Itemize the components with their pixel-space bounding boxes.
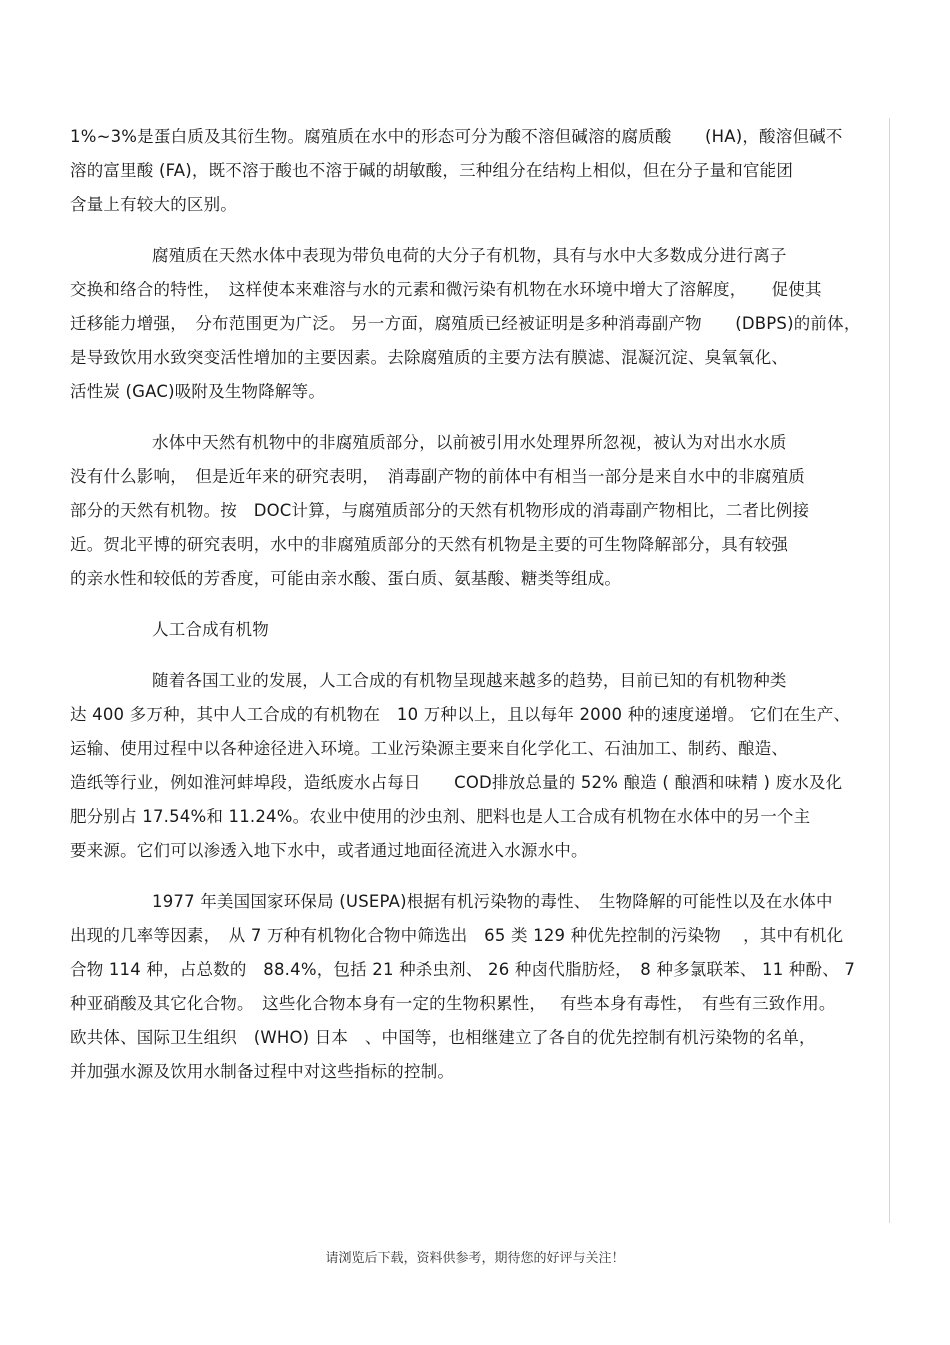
- document-body: [70, 120, 888, 1089]
- text-line: 交换和络合的特性， 这样使本来难溶与水的元素和微污染有机物在水环境中增大了溶解度， 促使其: [70, 280, 822, 299]
- text-line: 达 400 多万种，其中人工合成的有机物在 10 万种以上，且以每年 2000 种的速度递增。 它们在生产、: [70, 705, 851, 724]
- text-line: 是导致饮用水致突变活性增加的主要因素。去除腐殖质的主要方法有膜滤、混凝沉淀、臭氧氧化、: [70, 348, 789, 367]
- text-line: 合物 114 种，占总数的 88.4%，包括 21 种杀虫剂、 26 种卤代脂肪烃， 8 种多氯联苯、 11 种酚、 7: [70, 960, 856, 979]
- text-line: 含量上有较大的区别。: [70, 195, 237, 214]
- text-line: 的亲水性和较低的芳香度，可能由亲水酸、蛋白质、氨基酸、糖类等组成。: [70, 569, 622, 588]
- text-line: 运输、使用过程中以各种途径进入环境。工业污染源主要来自化学化工、石油加工、制药、酿造、: [70, 739, 789, 758]
- paragraph-6: [70, 885, 888, 1089]
- text-line: 肥分别占 17.54%和 11.24%。农业中使用的沙虫剂、肥料也是人工合成有机物在水体中的另一个主: [70, 807, 811, 826]
- text-line: 部分的天然有机物。按 DOC计算，与腐殖质部分的天然有机物形成的消毒副产物相比，二者比例接: [70, 501, 810, 520]
- text-line: 种亚硝酸及其它化合物。 这些化合物本身有一定的生物积累性， 有些本身有毒性， 有些有三致作用。: [70, 994, 836, 1013]
- paragraph-1: [70, 120, 888, 222]
- text-line: 迁移能力增强， 分布范围更为广泛。 另一方面，腐殖质已经被证明是多种消毒副产物 (DBPS)的前体，: [70, 314, 861, 333]
- text-line: 并加强水源及饮用水制备过程中对这些指标的控制。: [70, 1062, 455, 1081]
- section-heading: [70, 613, 888, 647]
- text-line: 腐殖质在天然水体中表现为带负电荷的大分子有机物，具有与水中大多数成分进行离子: [152, 246, 787, 265]
- text-line: 1%~3%是蛋白质及其衍生物。腐殖质在水中的形态可分为酸不溶但碱溶的腐质酸 (HA)，酸溶但碱不: [70, 127, 843, 146]
- text-line: 近。贺北平博的研究表明，水中的非腐殖质部分的天然有机物是主要的可生物降解部分，具有较强: [70, 535, 789, 554]
- heading-text: 人工合成有机物: [152, 620, 269, 639]
- paragraph-2: [70, 239, 888, 409]
- text-line: 1977 年美国国家环保局 (USEPA)根据有机污染物的毒性、 生物降解的可能性以及在水体中: [152, 892, 833, 911]
- text-line: 要来源。它们可以渗透入地下水中，或者通过地面径流进入水源水中。: [70, 841, 588, 860]
- page-edge-line: [889, 118, 890, 1223]
- text-line: 溶的富里酸 (FA)，既不溶于酸也不溶于碱的胡敏酸，三种组分在结构上相似，但在分子量和官能团: [70, 161, 794, 180]
- text-line: 水体中天然有机物中的非腐殖质部分，以前被引用水处理界所忽视，被认为对出水水质: [152, 433, 787, 452]
- text-line: 欧共体、国际卫生组织 (WHO) 日本 、中国等，也相继建立了各自的优先控制有机污染物的名单，: [70, 1028, 816, 1047]
- text-line: 随着各国工业的发展，人工合成的有机物呈现越来越多的趋势，目前已知的有机物种类: [152, 671, 787, 690]
- text-line: 造纸等行业，例如淮河蚌埠段，造纸废水占每日 COD排放总量的 52% 酿造 ( 酿酒和味精 ) 废水及化: [70, 773, 843, 792]
- paragraph-3: [70, 426, 888, 596]
- text-line: 出现的几率等因素， 从 7 万种有机物化合物中筛选出 65 类 129 种优先控制的污染物 ，其中有机化: [70, 926, 844, 945]
- paragraph-5: [70, 664, 888, 868]
- text-line: 没有什么影响， 但是近年来的研究表明， 消毒副产物的前体中有相当一部分是来自水中的非腐殖质: [70, 467, 805, 486]
- page-footer: 请浏览后下载，资料供参考，期待您的好评与关注！: [325, 1251, 625, 1266]
- text-line: 活性炭 (GAC)吸附及生物降解等。: [70, 382, 326, 401]
